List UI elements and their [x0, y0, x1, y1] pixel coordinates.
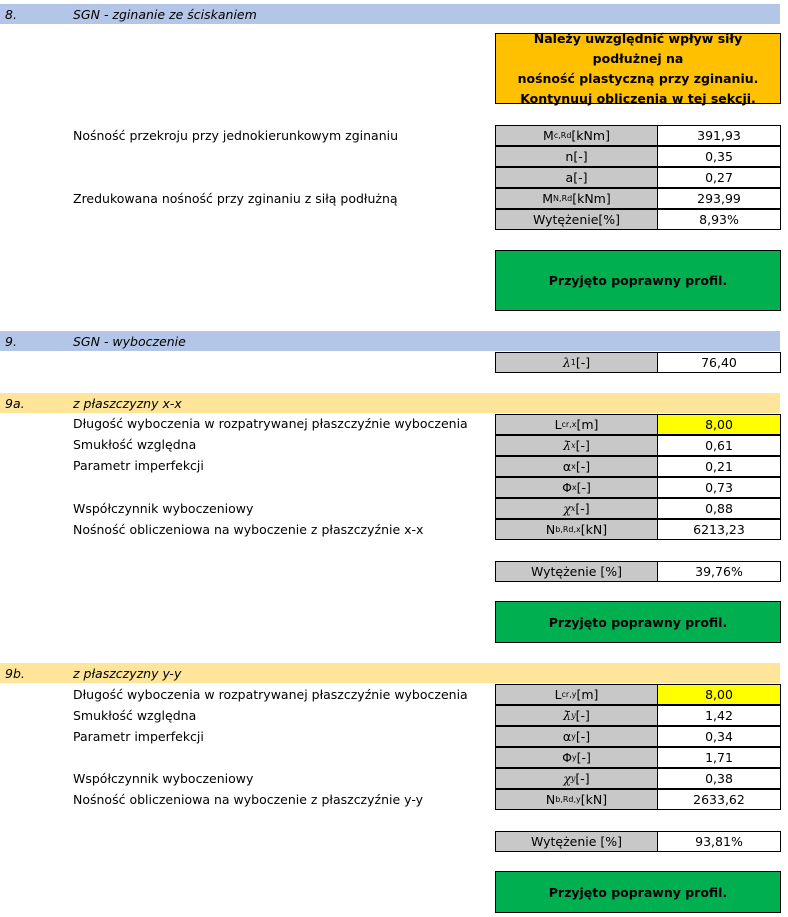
section-title: SGN - wyboczenie: [73, 334, 186, 349]
value-nbrd-x: 6213,23: [657, 519, 781, 540]
result-ok-9a: Przyjęto poprawny profil.: [495, 601, 781, 643]
section-9-header: [0, 331, 780, 351]
section-number: 9a.: [5, 396, 25, 411]
value-wytezenie-x: 39,76%: [657, 561, 781, 582]
result-ok-8: Przyjęto poprawny profil.: [495, 250, 781, 311]
value-mcrd: 391,93: [657, 125, 781, 146]
key-lambda-y: λ̄ y [-]: [495, 705, 658, 726]
value-chi-y: 0,38: [657, 768, 781, 789]
section-title: z płaszczyzny y-y: [73, 666, 182, 681]
key-lambda-x: λ̄ x [-]: [495, 435, 658, 456]
value-lcr-x: 8,00: [657, 414, 781, 435]
label-smuklosc-y: Smukłość względna: [73, 708, 197, 723]
key-alpha-y: α y [-]: [495, 726, 658, 747]
warning-line-3: Kontynuuj obliczenia w tej sekcji.: [520, 90, 756, 106]
value-alpha-y: 0,34: [657, 726, 781, 747]
section-9b-header: [0, 663, 780, 683]
label-lcr-y: Długość wyboczenia w rozpatrywanej płaszczyźnie wyboczenia: [73, 687, 468, 702]
key-nbrd-x: N b,Rd,x [kN]: [495, 519, 658, 540]
section-title: z płaszczyzny x-x: [73, 396, 182, 411]
value-nbrd-y: 2633,62: [657, 789, 781, 810]
key-n: n [-]: [495, 146, 658, 167]
key-phi-y: Φ y [-]: [495, 747, 658, 768]
label-smuklosc-x: Smukłość względna: [73, 437, 197, 452]
label-nosnosc-x: Nośność obliczeniowa na wyboczenie z płaszczyźnie x-x: [73, 522, 424, 537]
value-wytezenie-y: 93,81%: [657, 831, 781, 852]
key-wytezenie-y: Wytężenie [%]: [495, 831, 658, 852]
section-number: 9b.: [5, 666, 25, 681]
label-mcrd: Nośność przekroju przy jednokierunkowym zginaniu: [73, 128, 399, 143]
value-chi-x: 0,88: [657, 498, 781, 519]
label-mnrd: Zredukowana nośność przy zginaniu z siłą podłużną: [73, 191, 398, 206]
value-n: 0,35: [657, 146, 781, 167]
key-mnrd: M N,Rd [kNm]: [495, 188, 658, 209]
value-phi-y: 1,71: [657, 747, 781, 768]
section-number: 8.: [5, 7, 17, 22]
warning-box: [495, 30, 781, 106]
key-wytezenie: Wytężenie [%]: [495, 209, 658, 230]
value-a: 0,27: [657, 167, 781, 188]
warning-line-2: nośność plastyczną przy zginaniu.: [517, 70, 759, 86]
label-wspolczynnik-y: Współczynnik wyboczeniowy: [73, 771, 254, 786]
key-lcr-x: L cr,x [m]: [495, 414, 658, 435]
label-imperfekcja-x: Parametr imperfekcji: [73, 458, 204, 473]
value-lambda-y: 1,42: [657, 705, 781, 726]
key-nbrd-y: N b,Rd,y [kN]: [495, 789, 658, 810]
value-alpha-x: 0,21: [657, 456, 781, 477]
value-wytezenie: 8,93%: [657, 209, 781, 230]
label-lcr-x: Długość wyboczenia w rozpatrywanej płaszczyźnie wyboczenia: [73, 416, 468, 431]
key-mcrd: M c,Rd [kNm]: [495, 125, 658, 146]
value-lambda1: 76,40: [657, 352, 781, 373]
key-phi-x: Φ x [-]: [495, 477, 658, 498]
value-lambda-x: 0,61: [657, 435, 781, 456]
key-a: a [-]: [495, 167, 658, 188]
key-alpha-x: α x [-]: [495, 456, 658, 477]
key-lcr-y: L cr,y [m]: [495, 684, 658, 705]
key-wytezenie-x: Wytężenie [%]: [495, 561, 658, 582]
section-9a-header: [0, 393, 780, 413]
key-lambda1: λ 1 [-]: [495, 352, 658, 373]
result-ok-9b: Przyjęto poprawny profil.: [495, 871, 781, 913]
key-chi-y: χ y [-]: [495, 768, 658, 789]
value-mnrd: 293,99: [657, 188, 781, 209]
section-8-header: [0, 4, 780, 24]
key-chi-x: χ x [-]: [495, 498, 658, 519]
label-nosnosc-y: Nośność obliczeniowa na wyboczenie z płaszczyźnie y-y: [73, 792, 424, 807]
value-lcr-y: 8,00: [657, 684, 781, 705]
label-wspolczynnik-x: Współczynnik wyboczeniowy: [73, 501, 254, 516]
warning-line-1: Należy uwzględnić wpływ siły podłużnej na: [533, 30, 743, 66]
label-imperfekcja-y: Parametr imperfekcji: [73, 729, 204, 744]
value-phi-x: 0,73: [657, 477, 781, 498]
section-title: SGN - zginanie ze ściskaniem: [73, 7, 257, 22]
section-number: 9.: [5, 334, 17, 349]
